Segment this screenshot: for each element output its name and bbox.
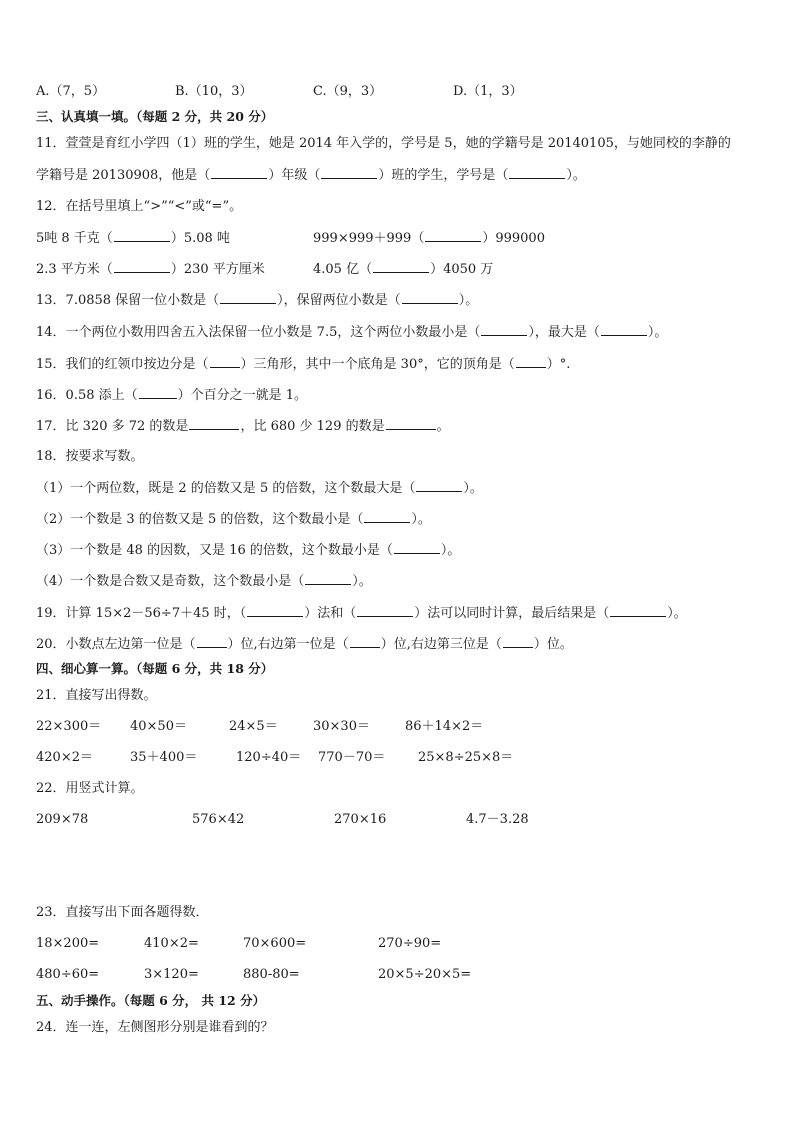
q12-text: ）999000 — [482, 231, 545, 246]
choice-c: C.（9，3） — [313, 84, 383, 99]
section-title-hands-on: 五、动手操作。（每题 6 分， 共 12 分） — [36, 993, 266, 1008]
calc-item: 86＋14×2＝ — [405, 719, 484, 734]
question-18-part2 — [36, 511, 431, 528]
q11-text-c: ）班的学生，学号是（ — [378, 168, 509, 183]
question-21: 21．直接写出得数。 — [36, 688, 157, 703]
q20-text: ）位,右边第三位是（ — [380, 637, 502, 652]
q18-text: ）。 — [352, 574, 372, 589]
q13-text: ）。 — [458, 293, 479, 308]
calc-item: 420×2＝ — [36, 750, 93, 765]
answer-blank[interactable] — [416, 480, 462, 492]
q20-text: ）位,右边第一位是（ — [227, 637, 349, 652]
answer-blank[interactable] — [197, 636, 227, 648]
q18-text: ）。 — [440, 543, 461, 558]
question-16 — [36, 387, 307, 404]
question-11-line1: 11．萱萱是育红小学四（1）班的学生，她是 2014 年入学的，学号是 5，她的学籍号是 20140105，与她同校的李静的 — [36, 136, 731, 151]
calc-item: 40×50＝ — [130, 719, 187, 734]
q11-text-d: ）。 — [566, 168, 586, 183]
question-12: 12．在括号里填上“>”“<”或“=”。 — [36, 199, 243, 214]
question-17 — [36, 418, 450, 435]
question-18-part4 — [36, 573, 372, 590]
answer-blank[interactable] — [386, 418, 436, 430]
question-24: 24．连一连，左侧图形分别是谁看到的？ — [36, 1020, 274, 1035]
q12-text: 2.3 平方米（ — [36, 262, 113, 277]
q19-text: ）法和（ — [304, 606, 357, 621]
calc-item: 120÷40＝ — [236, 750, 302, 765]
answer-blank[interactable] — [425, 230, 481, 242]
q17-text: 17．比 320 多 72 的数是 — [36, 419, 189, 434]
q15-text: ）°. — [546, 357, 571, 372]
question-14 — [36, 324, 667, 341]
vertical-calc-item: 4.7－3.28 — [466, 812, 529, 827]
q17-text: ，比 680 少 129 的数是 — [240, 419, 385, 434]
q20-text: 20．小数点左边第一位是（ — [36, 637, 196, 652]
answer-blank[interactable] — [211, 167, 267, 179]
calc-item: 24×5＝ — [229, 719, 278, 734]
answer-blank[interactable] — [601, 324, 647, 336]
question-15 — [36, 356, 570, 373]
question-12-row1-a — [36, 230, 230, 247]
q16-text: ）个百分之一就是 1。 — [177, 388, 308, 403]
q12-text: 999×999＋999（ — [313, 231, 425, 246]
calc-item: 480÷60= — [36, 967, 100, 982]
q12-text: 5吨 8 千克（ — [36, 231, 113, 246]
answer-blank[interactable] — [210, 356, 240, 368]
answer-blank[interactable] — [305, 573, 351, 585]
q14-text: 14．一个两位小数用四舍五入法保留一位小数是 7.5，这个两位小数最小是（ — [36, 325, 481, 340]
q18-text: （4）一个数是合数又是奇数，这个数最小是（ — [36, 574, 305, 589]
answer-blank[interactable] — [364, 511, 410, 523]
answer-blank[interactable] — [350, 636, 380, 648]
question-13 — [36, 292, 478, 309]
calc-item: 25×8÷25×8＝ — [418, 750, 514, 765]
answer-blank[interactable] — [247, 605, 303, 617]
section-title-calc: 四、细心算一算。（每题 6 分，共 18 分） — [36, 661, 274, 676]
section-title-fill: 三、认真填一填。（每题 2 分，共 20 分） — [36, 109, 274, 124]
q11-text-b: ）年级（ — [268, 168, 321, 183]
q20-text: ）位。 — [533, 637, 573, 652]
question-18-part1 — [36, 480, 483, 497]
q18-text: ）。 — [411, 512, 431, 527]
question-23: 23．直接写出下面各题得数． — [36, 905, 209, 920]
calc-item: 880-80= — [243, 967, 300, 982]
calc-item: 18×200= — [36, 936, 100, 951]
answer-blank[interactable] — [189, 418, 239, 430]
question-22: 22．用竖式计算。 — [36, 781, 144, 796]
calc-item: 70×600= — [243, 936, 307, 951]
q15-text: 15．我们的红领巾按边分是（ — [36, 357, 209, 372]
q11-text-a: 学籍号是 20130908，他是（ — [36, 168, 211, 183]
q16-text: 16．0.58 添上（ — [36, 388, 138, 403]
calc-item: 30×30＝ — [313, 719, 370, 734]
calc-item: 20×5÷20×5= — [378, 967, 472, 982]
question-20 — [36, 636, 573, 653]
question-18: 18．按要求写数。 — [36, 449, 144, 464]
question-12-row1-b — [313, 230, 545, 247]
answer-blank[interactable] — [114, 230, 170, 242]
q14-text: ），最大是（ — [528, 325, 600, 340]
q19-text: ）。 — [667, 606, 687, 621]
calc-item: 3×120= — [144, 967, 199, 982]
answer-blank[interactable] — [516, 356, 546, 368]
q19-text: 19．计算 15×2－56÷7＋45 时，（ — [36, 606, 247, 621]
calc-item: 22×300＝ — [36, 719, 102, 734]
q18-text: ）。 — [463, 481, 483, 496]
vertical-calc-item: 270×16 — [334, 812, 387, 827]
answer-blank[interactable] — [114, 261, 170, 273]
answer-blank[interactable] — [394, 542, 440, 554]
answer-blank[interactable] — [357, 605, 413, 617]
question-11-line2 — [36, 167, 586, 184]
choice-a: A.（7，5） — [36, 84, 106, 99]
q17-text: 。 — [436, 419, 450, 434]
choice-d: D.（1，3） — [453, 84, 523, 99]
answer-blank[interactable] — [402, 292, 458, 304]
question-18-part3 — [36, 542, 460, 559]
answer-blank[interactable] — [220, 292, 276, 304]
q12-text: ）5.08 吨 — [170, 231, 230, 246]
question-12-row2-b — [313, 261, 493, 278]
choice-b: B.（10，3） — [175, 84, 253, 99]
answer-blank[interactable] — [610, 605, 666, 617]
q12-text: 4.05 亿（ — [313, 262, 373, 277]
question-19 — [36, 605, 687, 622]
vertical-calc-item: 576×42 — [192, 812, 245, 827]
answer-blank[interactable] — [503, 636, 533, 648]
vertical-calc-item: 209×78 — [36, 812, 89, 827]
calc-item: 270÷90= — [378, 936, 442, 951]
q13-text: ），保留两位小数是（ — [277, 293, 401, 308]
q12-text: ）4050 万 — [430, 262, 494, 277]
q19-text: ）法可以同时计算，最后结果是（ — [414, 606, 610, 621]
q18-text: （1）一个两位数，既是 2 的倍数又是 5 的倍数，这个数最大是（ — [36, 481, 416, 496]
answer-blank[interactable] — [373, 261, 429, 273]
calc-item: 410×2= — [144, 936, 199, 951]
q18-text: （3）一个数是 48 的因数，又是 16 的倍数，这个数最小是（ — [36, 543, 393, 558]
q14-text: ）。 — [647, 325, 668, 340]
answer-blank[interactable] — [321, 167, 377, 179]
answer-blank[interactable] — [139, 387, 177, 399]
calc-item: 770－70＝ — [318, 750, 386, 765]
answer-blank[interactable] — [509, 167, 565, 179]
question-12-row2-a — [36, 261, 265, 278]
q12-text: ）230 平方厘米 — [170, 262, 265, 277]
q18-text: （2）一个数是 3 的倍数又是 5 的倍数，这个数最小是（ — [36, 512, 364, 527]
calc-item: 35＋400＝ — [130, 750, 198, 765]
q15-text: ）三角形，其中一个底角是 30°，它的顶角是（ — [240, 357, 515, 372]
answer-blank[interactable] — [481, 324, 527, 336]
q13-text: 13．7.0858 保留一位小数是（ — [36, 293, 220, 308]
